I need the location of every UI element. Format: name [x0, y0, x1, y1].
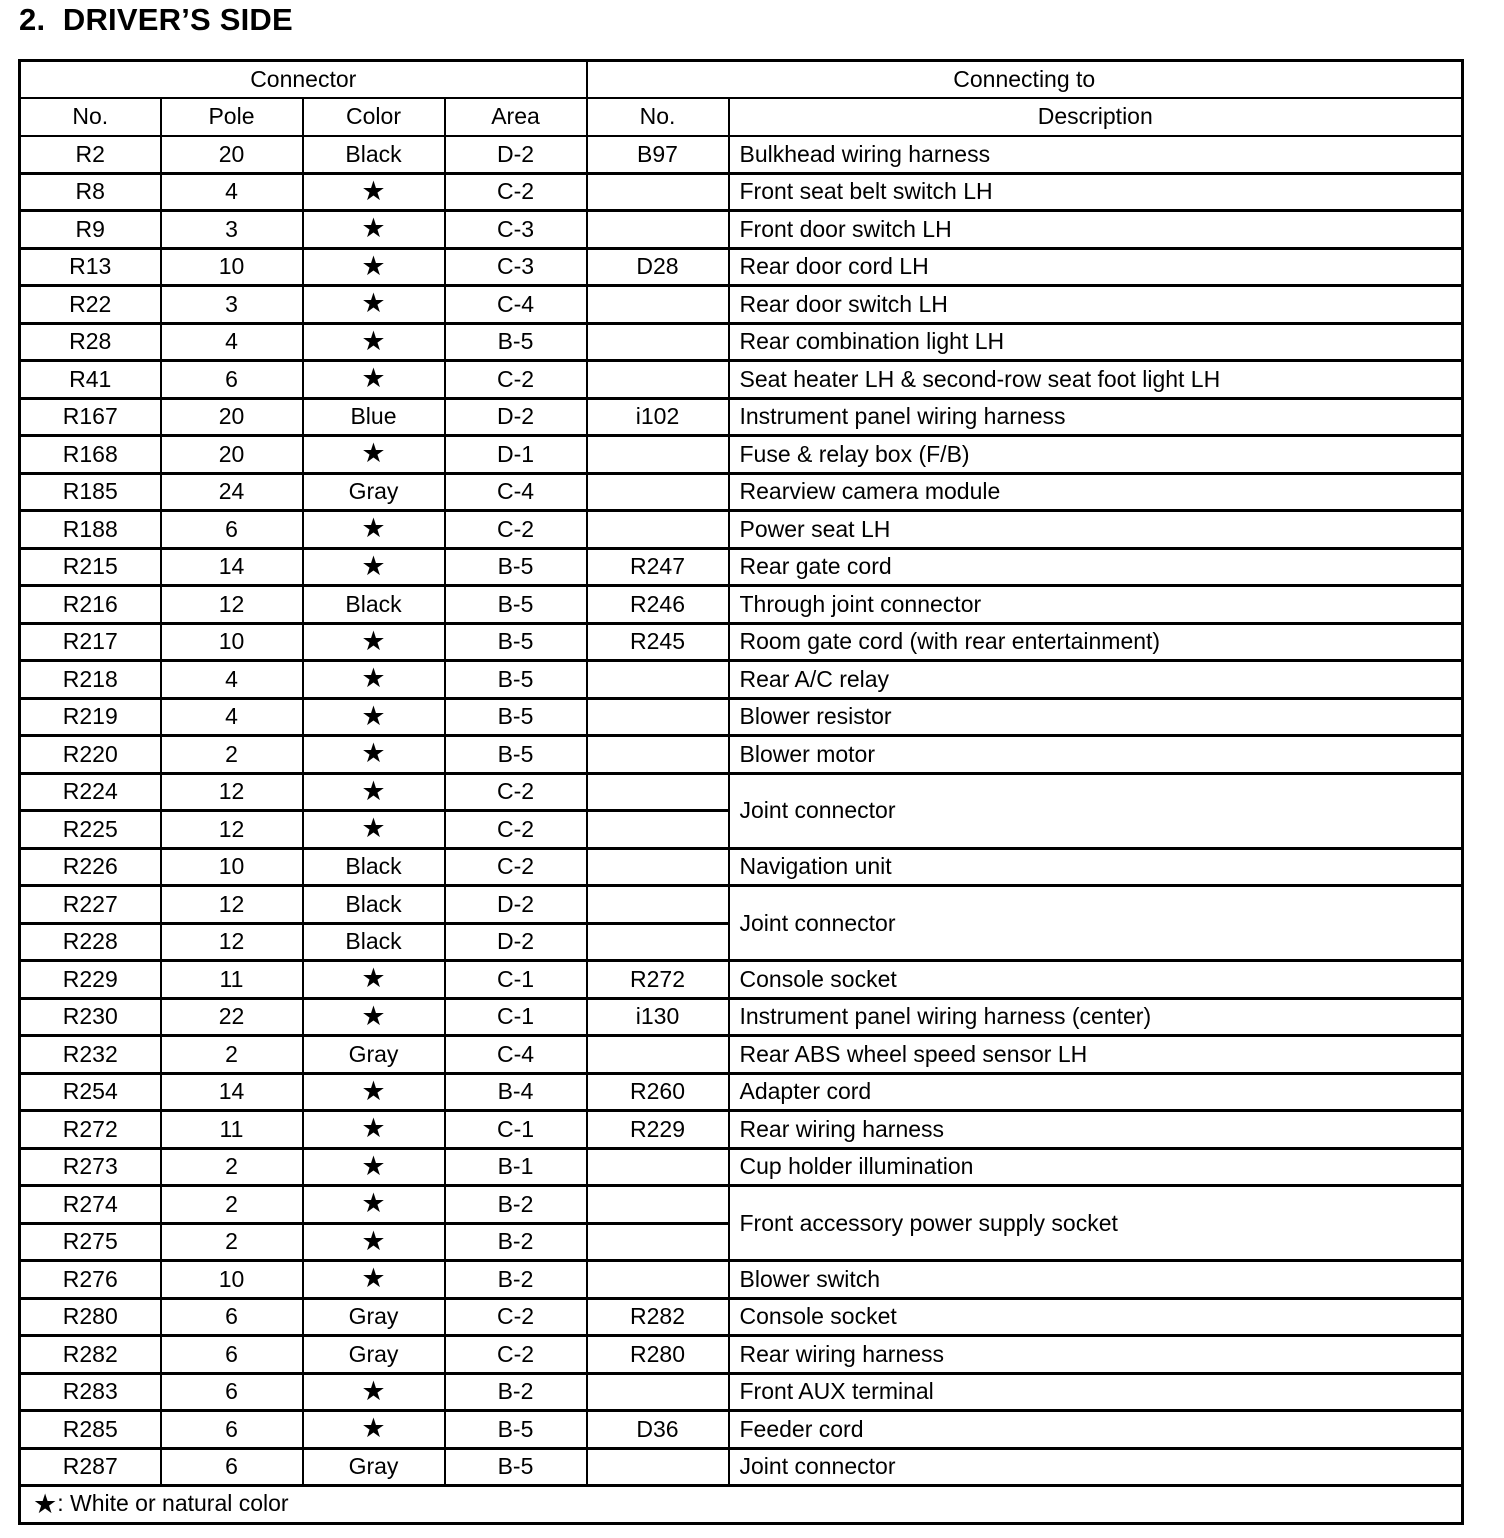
- pole-count: 14: [161, 548, 303, 586]
- description: Bulkhead wiring harness: [729, 136, 1463, 174]
- description: Navigation unit: [729, 848, 1463, 886]
- connecting-no: [587, 473, 729, 511]
- table-row: [20, 661, 1463, 699]
- pole-count: 10: [161, 248, 303, 286]
- description: Rear combination light LH: [729, 323, 1463, 361]
- connecting-no: R260: [587, 1073, 729, 1111]
- connector-no: R2: [20, 136, 161, 174]
- description: Rear A/C relay: [729, 661, 1463, 699]
- pole-count: 3: [161, 286, 303, 324]
- pole-count: 4: [161, 661, 303, 699]
- connector-no: R217: [20, 623, 161, 661]
- connector-no: R226: [20, 848, 161, 886]
- connecting-no: R245: [587, 623, 729, 661]
- description: Blower switch: [729, 1261, 1463, 1299]
- legend-text: : White or natural color: [57, 1490, 289, 1517]
- connecting-no: [587, 773, 729, 811]
- star-icon: ★: [361, 213, 386, 245]
- connector-color: [303, 736, 445, 774]
- area-code: B-5: [445, 323, 587, 361]
- connecting-no: [587, 511, 729, 549]
- connecting-no: [587, 1223, 729, 1261]
- connector-no: R282: [20, 1336, 161, 1374]
- area-code: D-1: [445, 436, 587, 474]
- table-row: [20, 548, 1463, 586]
- area-code: B-5: [445, 1411, 587, 1449]
- connector-no: R275: [20, 1223, 161, 1261]
- area-code: C-3: [445, 248, 587, 286]
- connector-no: R22: [20, 286, 161, 324]
- connector-no: R283: [20, 1373, 161, 1411]
- pole-count: 6: [161, 1336, 303, 1374]
- legend-row: [20, 1486, 1463, 1524]
- connector-color: [303, 248, 445, 286]
- star-icon: ★: [361, 363, 386, 395]
- table-row: [20, 511, 1463, 549]
- pole-count: 12: [161, 923, 303, 961]
- star-icon: ★: [361, 1000, 386, 1032]
- connector-color: [303, 211, 445, 249]
- connector-no: R273: [20, 1148, 161, 1186]
- star-icon: ★: [361, 775, 386, 807]
- table-row: [20, 1411, 1463, 1449]
- star-icon: ★: [361, 738, 386, 770]
- connecting-no: [587, 361, 729, 399]
- connecting-no: [587, 661, 729, 699]
- pole-count: 6: [161, 1298, 303, 1336]
- connector-group-header: Connector: [20, 61, 587, 99]
- area-code: C-2: [445, 773, 587, 811]
- table-row: [20, 1448, 1463, 1486]
- pole-count: 2: [161, 1036, 303, 1074]
- connector-no: R232: [20, 1036, 161, 1074]
- description: Adapter cord: [729, 1073, 1463, 1111]
- area-code: C-2: [445, 1298, 587, 1336]
- connector-color: [303, 361, 445, 399]
- pole-count: 10: [161, 623, 303, 661]
- connector-color: [303, 511, 445, 549]
- area-code: B-1: [445, 1148, 587, 1186]
- connector-color: Blue: [303, 398, 445, 436]
- connector-no: R254: [20, 1073, 161, 1111]
- connector-color: Black: [303, 136, 445, 174]
- connecting-no: D36: [587, 1411, 729, 1449]
- connecting-no: R280: [587, 1336, 729, 1374]
- area-code: B-5: [445, 698, 587, 736]
- pole-count: 12: [161, 773, 303, 811]
- connector-no: R287: [20, 1448, 161, 1486]
- pole-count: 4: [161, 323, 303, 361]
- area-code: C-3: [445, 211, 587, 249]
- table-row: [20, 1261, 1463, 1299]
- star-icon: ★: [361, 700, 386, 732]
- star-icon: ★: [361, 288, 386, 320]
- pole-count: 20: [161, 398, 303, 436]
- area-code: B-5: [445, 736, 587, 774]
- star-icon: ★: [361, 1413, 386, 1445]
- table-row: [20, 1373, 1463, 1411]
- pole-count: 2: [161, 1223, 303, 1261]
- column-header-to-no: No.: [587, 98, 729, 136]
- star-icon: ★: [361, 1188, 386, 1220]
- connecting-no: D28: [587, 248, 729, 286]
- connecting-no: [587, 811, 729, 849]
- connector-no: R285: [20, 1411, 161, 1449]
- area-code: B-4: [445, 1073, 587, 1111]
- description: Fuse & relay box (F/B): [729, 436, 1463, 474]
- page-title: 2. DRIVER’S SIDE: [19, 2, 293, 37]
- connecting-no: [587, 286, 729, 324]
- table-row: [20, 398, 1463, 436]
- pole-count: 14: [161, 1073, 303, 1111]
- description: Blower motor: [729, 736, 1463, 774]
- pole-count: 20: [161, 436, 303, 474]
- connector-color: [303, 661, 445, 699]
- description: Instrument panel wiring harness (center): [729, 998, 1463, 1036]
- connector-color: Gray: [303, 1036, 445, 1074]
- connector-color: Black: [303, 886, 445, 924]
- connector-no: R227: [20, 886, 161, 924]
- connecting-no: R229: [587, 1111, 729, 1149]
- table-row: [20, 1073, 1463, 1111]
- connector-color: [303, 961, 445, 999]
- star-icon: ★: [361, 250, 386, 282]
- connector-color: [303, 1148, 445, 1186]
- connector-no: R185: [20, 473, 161, 511]
- star-icon: ★: [361, 175, 386, 207]
- connector-no: R272: [20, 1111, 161, 1149]
- connecting-no: [587, 211, 729, 249]
- connector-no: R229: [20, 961, 161, 999]
- connecting-no: [587, 323, 729, 361]
- table-row: [20, 286, 1463, 324]
- description: Feeder cord: [729, 1411, 1463, 1449]
- pole-count: 20: [161, 136, 303, 174]
- pole-count: 6: [161, 511, 303, 549]
- connecting-no: [587, 1186, 729, 1224]
- star-icon: ★: [33, 1489, 58, 1521]
- connecting-no: [587, 886, 729, 924]
- connector-color: Black: [303, 848, 445, 886]
- connector-color: Gray: [303, 1448, 445, 1486]
- connector-no: R13: [20, 248, 161, 286]
- connector-no: R276: [20, 1261, 161, 1299]
- star-icon: ★: [361, 663, 386, 695]
- pole-count: 12: [161, 886, 303, 924]
- connector-no: R218: [20, 661, 161, 699]
- description: Room gate cord (with rear entertainment): [729, 623, 1463, 661]
- description: Front door switch LH: [729, 211, 1463, 249]
- table-row: [20, 586, 1463, 624]
- connector-color: [303, 998, 445, 1036]
- pole-count: 6: [161, 1373, 303, 1411]
- table-row: [20, 773, 1463, 811]
- description: Joint connector: [729, 773, 1463, 848]
- area-code: B-2: [445, 1223, 587, 1261]
- description: Rear wiring harness: [729, 1111, 1463, 1149]
- description: Console socket: [729, 1298, 1463, 1336]
- connecting-no: i130: [587, 998, 729, 1036]
- connector-color: [303, 1186, 445, 1224]
- table-row: [20, 848, 1463, 886]
- connector-color: Gray: [303, 1298, 445, 1336]
- pole-count: 6: [161, 1448, 303, 1486]
- area-code: B-2: [445, 1186, 587, 1224]
- connector-no: R220: [20, 736, 161, 774]
- area-code: C-4: [445, 1036, 587, 1074]
- description: Front AUX terminal: [729, 1373, 1463, 1411]
- connector-no: R230: [20, 998, 161, 1036]
- description: Power seat LH: [729, 511, 1463, 549]
- pole-count: 2: [161, 1148, 303, 1186]
- connector-no: R9: [20, 211, 161, 249]
- pole-count: 11: [161, 961, 303, 999]
- description: Rear gate cord: [729, 548, 1463, 586]
- table-row: [20, 998, 1463, 1036]
- star-icon: ★: [361, 1113, 386, 1145]
- connector-color: [303, 811, 445, 849]
- connector-no: R225: [20, 811, 161, 849]
- connector-color: [303, 698, 445, 736]
- connector-color: [303, 1111, 445, 1149]
- table-row: [20, 361, 1463, 399]
- connector-color: [303, 436, 445, 474]
- pole-count: 4: [161, 698, 303, 736]
- table-row: [20, 136, 1463, 174]
- area-code: C-1: [445, 998, 587, 1036]
- table-row: [20, 1111, 1463, 1149]
- pole-count: 3: [161, 211, 303, 249]
- connecting-no: [587, 736, 729, 774]
- connector-no: R274: [20, 1186, 161, 1224]
- pole-count: 6: [161, 361, 303, 399]
- star-icon: ★: [361, 1263, 386, 1295]
- table-row: [20, 436, 1463, 474]
- area-code: B-5: [445, 661, 587, 699]
- description: Rearview camera module: [729, 473, 1463, 511]
- star-icon: ★: [361, 325, 386, 357]
- connecting-no: [587, 1261, 729, 1299]
- star-icon: ★: [361, 438, 386, 470]
- area-code: C-1: [445, 1111, 587, 1149]
- connector-no: R8: [20, 173, 161, 211]
- connecting-no: [587, 1373, 729, 1411]
- area-code: D-2: [445, 886, 587, 924]
- description: Rear ABS wheel speed sensor LH: [729, 1036, 1463, 1074]
- star-icon: ★: [361, 1225, 386, 1257]
- connector-color: [303, 1411, 445, 1449]
- star-icon: ★: [361, 813, 386, 845]
- table-row: [20, 473, 1463, 511]
- description: Through joint connector: [729, 586, 1463, 624]
- area-code: D-2: [445, 923, 587, 961]
- description: Front seat belt switch LH: [729, 173, 1463, 211]
- area-code: B-5: [445, 623, 587, 661]
- pole-count: 10: [161, 848, 303, 886]
- connecting-no: [587, 436, 729, 474]
- pole-count: 2: [161, 736, 303, 774]
- star-icon: ★: [361, 963, 386, 995]
- description: Joint connector: [729, 1448, 1463, 1486]
- table-row: [20, 173, 1463, 211]
- table-row: [20, 886, 1463, 924]
- connector-no: R216: [20, 586, 161, 624]
- star-icon: ★: [361, 513, 386, 545]
- area-code: C-2: [445, 1336, 587, 1374]
- table-row: [20, 1336, 1463, 1374]
- connecting-no: [587, 848, 729, 886]
- table-row: [20, 961, 1463, 999]
- connector-no: R41: [20, 361, 161, 399]
- connecting-no: R282: [587, 1298, 729, 1336]
- connector-color: [303, 1223, 445, 1261]
- description: Instrument panel wiring harness: [729, 398, 1463, 436]
- connecting-no: B97: [587, 136, 729, 174]
- area-code: C-2: [445, 811, 587, 849]
- column-header-pole: Pole: [161, 98, 303, 136]
- area-code: C-2: [445, 848, 587, 886]
- pole-count: 6: [161, 1411, 303, 1449]
- description: Rear door cord LH: [729, 248, 1463, 286]
- connecting-no: R246: [587, 586, 729, 624]
- pole-count: 12: [161, 811, 303, 849]
- area-code: C-2: [445, 173, 587, 211]
- column-header-color: Color: [303, 98, 445, 136]
- column-header-area: Area: [445, 98, 587, 136]
- connector-color: Gray: [303, 1336, 445, 1374]
- connector-color: [303, 1373, 445, 1411]
- area-code: C-1: [445, 961, 587, 999]
- table-row: [20, 623, 1463, 661]
- table-row: [20, 211, 1463, 249]
- connecting-to-group-header: Connecting to: [587, 61, 1463, 99]
- area-code: D-2: [445, 398, 587, 436]
- connector-no: R224: [20, 773, 161, 811]
- connector-no: R280: [20, 1298, 161, 1336]
- table-row: [20, 248, 1463, 286]
- connector-color: Black: [303, 923, 445, 961]
- pole-count: 11: [161, 1111, 303, 1149]
- group-header-row: [20, 61, 1463, 99]
- connecting-no: [587, 173, 729, 211]
- connector-color: [303, 173, 445, 211]
- connector-color: [303, 1073, 445, 1111]
- table-row: [20, 1148, 1463, 1186]
- connecting-no: R272: [587, 961, 729, 999]
- connector-color: Black: [303, 586, 445, 624]
- connector-color: Gray: [303, 473, 445, 511]
- connecting-no: R247: [587, 548, 729, 586]
- description: Joint connector: [729, 886, 1463, 961]
- description: Blower resistor: [729, 698, 1463, 736]
- star-icon: ★: [361, 1150, 386, 1182]
- pole-count: 10: [161, 1261, 303, 1299]
- area-code: B-5: [445, 548, 587, 586]
- column-header-no: No.: [20, 98, 161, 136]
- pole-count: 2: [161, 1186, 303, 1224]
- description: Seat heater LH & second-row seat foot light LH: [729, 361, 1463, 399]
- connector-no: R219: [20, 698, 161, 736]
- connector-color: [303, 286, 445, 324]
- pole-count: 22: [161, 998, 303, 1036]
- connector-no: R228: [20, 923, 161, 961]
- connecting-no: [587, 698, 729, 736]
- pole-count: 12: [161, 586, 303, 624]
- table-body: [20, 136, 1463, 1486]
- table-row: [20, 323, 1463, 361]
- connector-color: [303, 323, 445, 361]
- description: Front accessory power supply socket: [729, 1186, 1463, 1261]
- connecting-no: i102: [587, 398, 729, 436]
- table-row: [20, 736, 1463, 774]
- area-code: B-5: [445, 1448, 587, 1486]
- table-row: [20, 1036, 1463, 1074]
- description: Console socket: [729, 961, 1463, 999]
- area-code: B-2: [445, 1373, 587, 1411]
- pole-count: 24: [161, 473, 303, 511]
- connecting-no: [587, 1148, 729, 1186]
- area-code: C-2: [445, 511, 587, 549]
- connector-color: [303, 548, 445, 586]
- connector-no: R28: [20, 323, 161, 361]
- connector-color: [303, 623, 445, 661]
- connector-no: R188: [20, 511, 161, 549]
- legend: [20, 1486, 1463, 1524]
- connector-table: [18, 59, 1464, 1525]
- connecting-no: [587, 923, 729, 961]
- area-code: C-2: [445, 361, 587, 399]
- column-header-row: [20, 98, 1463, 136]
- connector-no: R215: [20, 548, 161, 586]
- connector-no: R167: [20, 398, 161, 436]
- description: Rear door switch LH: [729, 286, 1463, 324]
- description: Rear wiring harness: [729, 1336, 1463, 1374]
- star-icon: ★: [361, 550, 386, 582]
- table-row: [20, 698, 1463, 736]
- star-icon: ★: [361, 1075, 386, 1107]
- star-icon: ★: [361, 625, 386, 657]
- area-code: C-4: [445, 286, 587, 324]
- column-header-description: Description: [729, 98, 1463, 136]
- table-row: [20, 1298, 1463, 1336]
- area-code: D-2: [445, 136, 587, 174]
- connecting-no: [587, 1036, 729, 1074]
- connecting-no: [587, 1448, 729, 1486]
- area-code: B-5: [445, 586, 587, 624]
- connector-no: R168: [20, 436, 161, 474]
- pole-count: 4: [161, 173, 303, 211]
- star-icon: ★: [361, 1375, 386, 1407]
- connector-color: [303, 773, 445, 811]
- area-code: B-2: [445, 1261, 587, 1299]
- area-code: C-4: [445, 473, 587, 511]
- table-row: [20, 1186, 1463, 1224]
- connector-color: [303, 1261, 445, 1299]
- description: Cup holder illumination: [729, 1148, 1463, 1186]
